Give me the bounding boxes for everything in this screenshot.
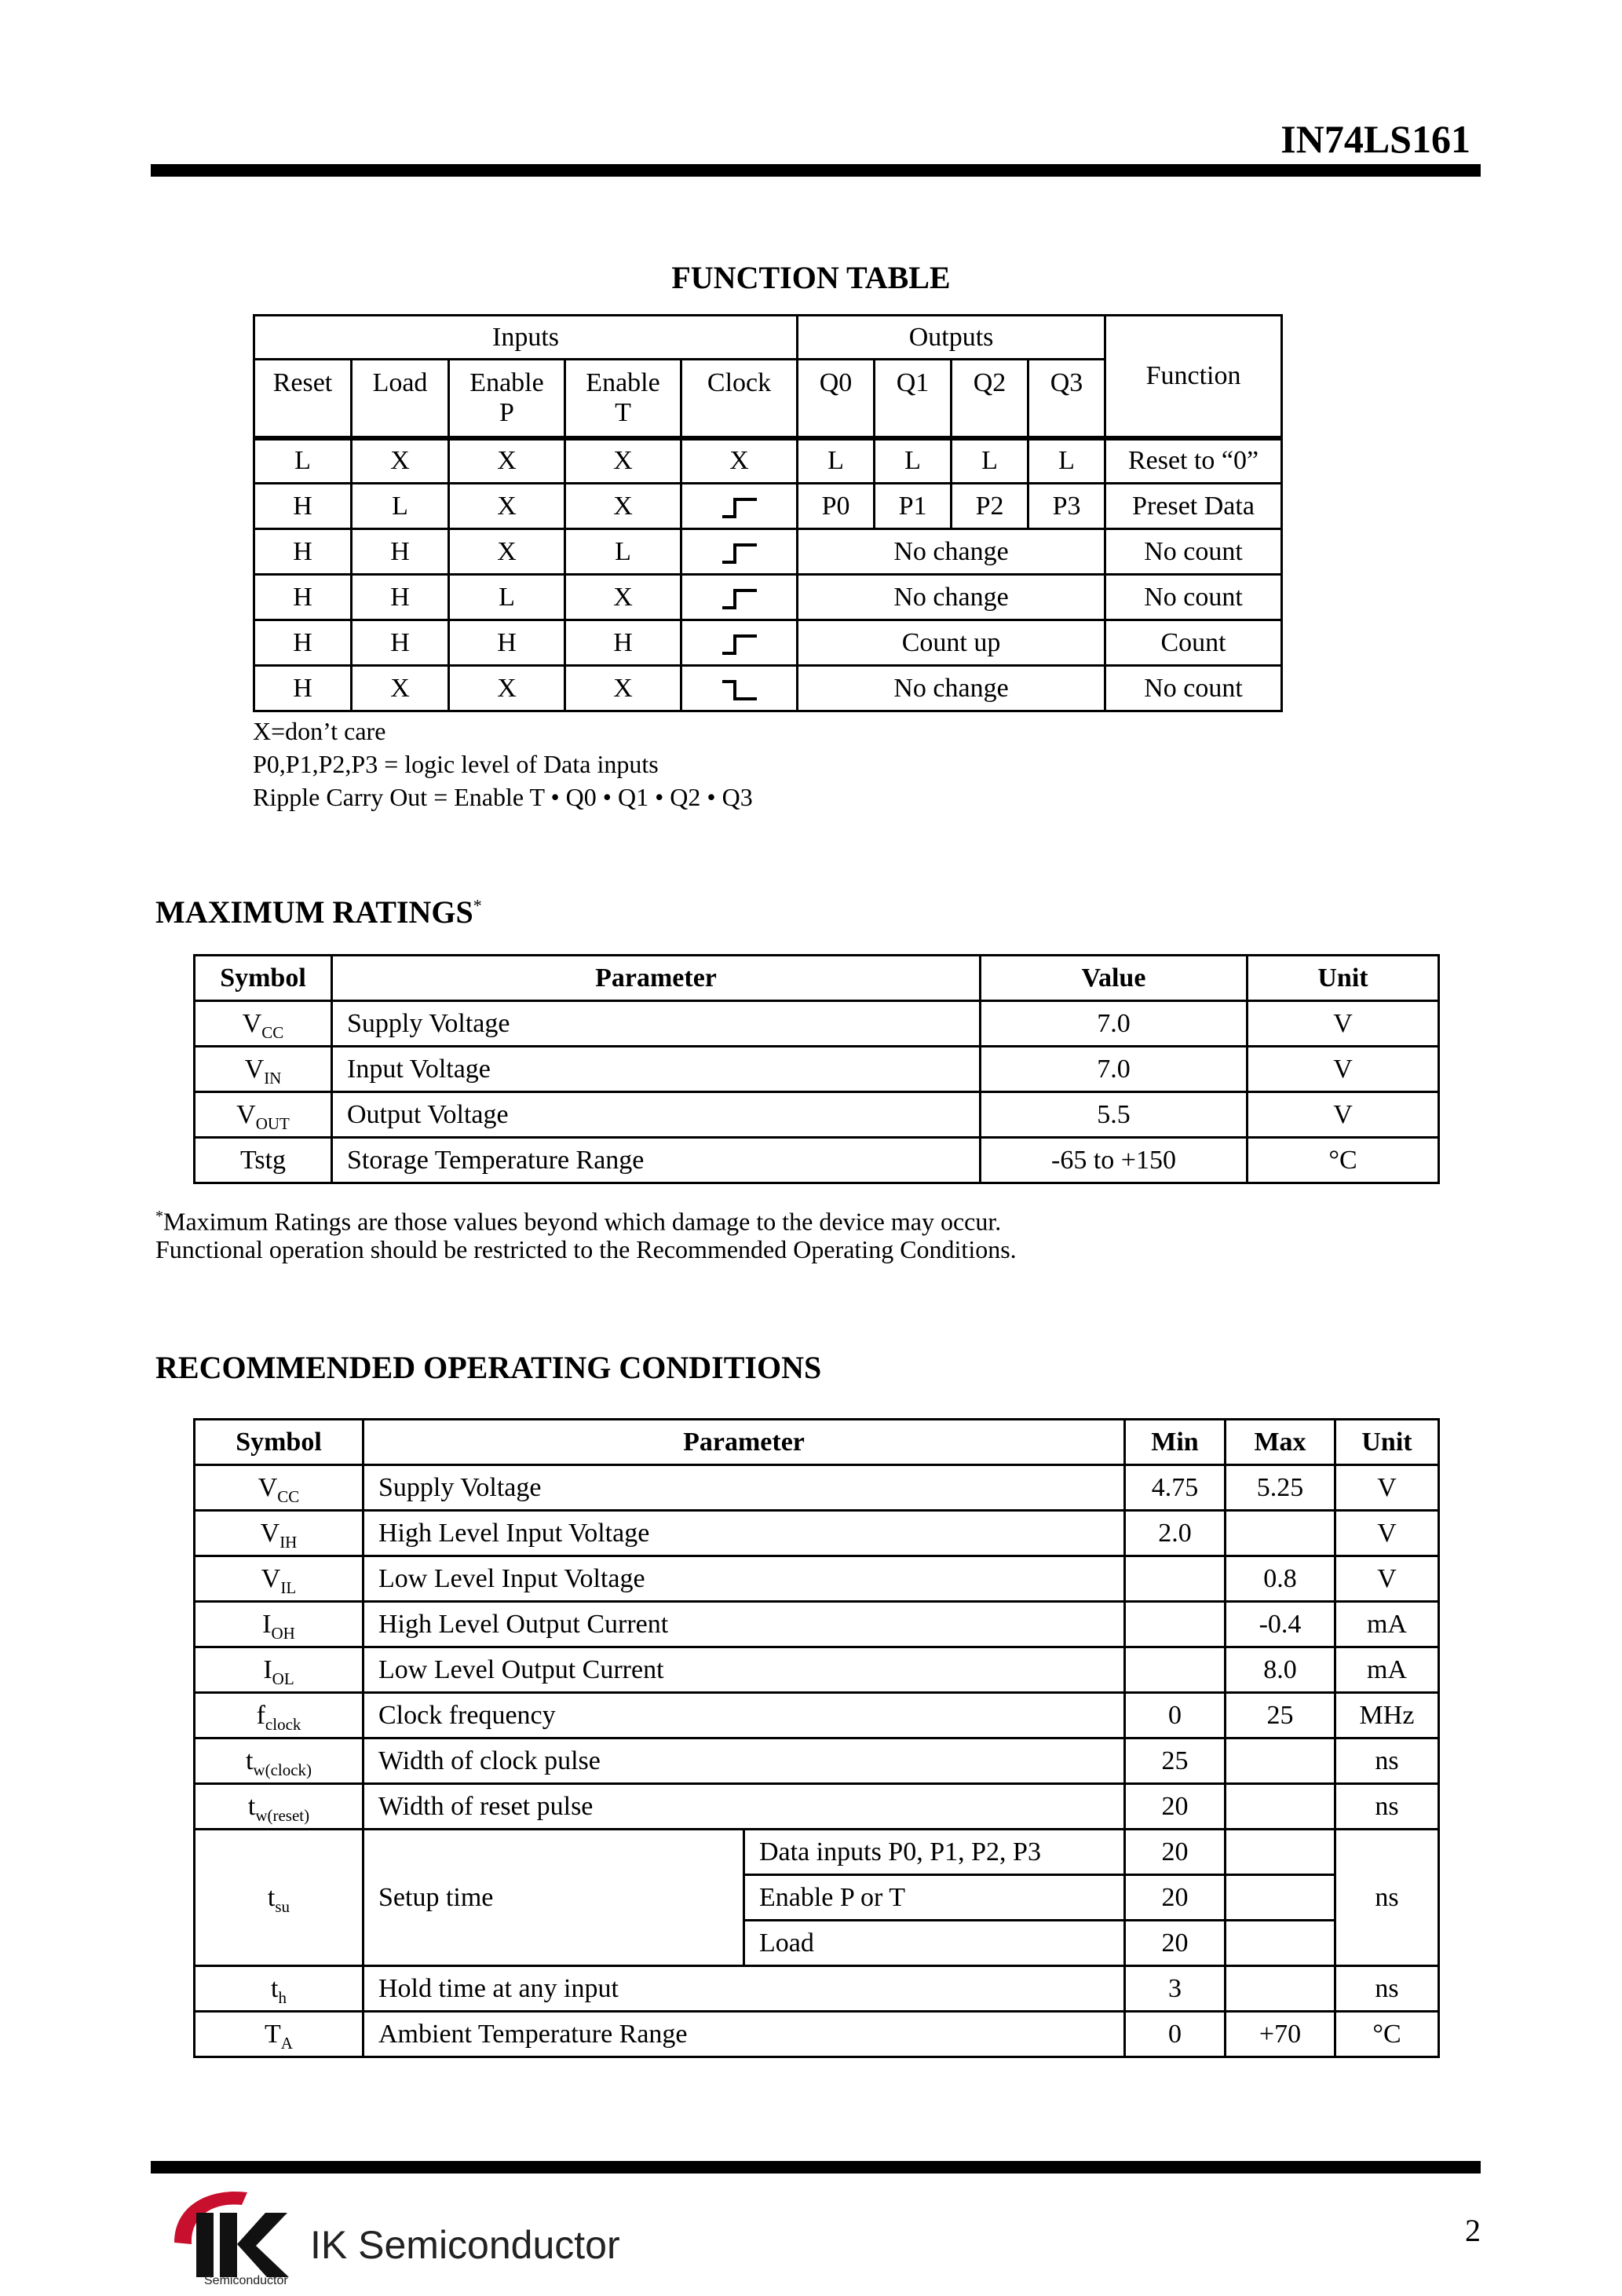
ft-load: H xyxy=(352,529,449,575)
page-number: 2 xyxy=(1465,2213,1481,2248)
rc-header-parameter: Parameter xyxy=(363,1420,1125,1465)
mr-parameter: Output Voltage xyxy=(332,1092,981,1138)
rc-symbol: $t_h$ xyxy=(195,1966,363,2012)
mr-symbol: $V_{IN}$ xyxy=(195,1047,332,1092)
mr-symbol: Tstg xyxy=(195,1138,332,1183)
mr-parameter: Supply Voltage xyxy=(332,1001,981,1047)
mr-header-unit: Unit xyxy=(1248,956,1439,1001)
ft-enable-t: X xyxy=(565,484,681,529)
rc-row xyxy=(195,1647,1439,1693)
rc-symbol: $T_A$ xyxy=(195,2012,363,2057)
ft-outputs: No change xyxy=(798,575,1105,620)
ft-function: Preset Data xyxy=(1105,484,1282,529)
rc-setup-min: 20 xyxy=(1125,1921,1226,1966)
ft-enable-t: H xyxy=(565,620,681,666)
rec-conditions-table xyxy=(193,1418,1440,2058)
rc-min xyxy=(1125,1602,1226,1647)
function-col-header: Function xyxy=(1105,316,1282,438)
rc-max: +70 xyxy=(1226,2012,1335,2057)
mr-unit: V xyxy=(1248,1047,1439,1092)
ft-row xyxy=(254,438,1282,484)
rc-parameter: Width of reset pulse xyxy=(363,1784,1125,1830)
ft-function: No count xyxy=(1105,666,1282,711)
ft-enable-p: X xyxy=(449,529,565,575)
mr-parameter: Storage Temperature Range xyxy=(332,1138,981,1183)
ft-reset: L xyxy=(254,438,352,484)
rc-min: 0 xyxy=(1125,2012,1226,2057)
outputs-group-header: Outputs xyxy=(798,316,1105,360)
ft-clock-rising-edge-icon xyxy=(681,529,798,575)
ft-outputs: No change xyxy=(798,529,1105,575)
mr-header-value: Value xyxy=(981,956,1248,1001)
logo-subtext: Semiconductor xyxy=(204,2274,288,2287)
ft-load: L xyxy=(352,484,449,529)
rc-setup-min: 20 xyxy=(1125,1875,1226,1921)
rc-row xyxy=(195,1738,1439,1784)
mr-unit: V xyxy=(1248,1092,1439,1138)
inputs-group-header: Inputs xyxy=(254,316,798,360)
rc-unit: ns xyxy=(1335,1966,1439,2012)
rc-header-min: Min xyxy=(1125,1420,1226,1465)
ft-reset: H xyxy=(254,575,352,620)
mr-row xyxy=(195,1047,1439,1092)
max-ratings-table xyxy=(193,954,1440,1184)
ft-clock-rising-edge-icon xyxy=(681,620,798,666)
mr-value: 5.5 xyxy=(981,1092,1248,1138)
col-enable-t: Enable T xyxy=(565,360,681,438)
rc-parameter: Width of clock pulse xyxy=(363,1738,1125,1784)
function-table xyxy=(253,314,1283,712)
ft-outputs: Count up xyxy=(798,620,1105,666)
rc-min xyxy=(1125,1647,1226,1693)
mr-parameter: Input Voltage xyxy=(332,1047,981,1092)
rc-unit: ns xyxy=(1335,1738,1439,1784)
ft-function: Reset to “0” xyxy=(1105,438,1282,484)
rc-symbol: $I_{OH}$ xyxy=(195,1602,363,1647)
rc-max: 0.8 xyxy=(1226,1556,1335,1602)
ft-row xyxy=(254,620,1282,666)
mr-row xyxy=(195,1092,1439,1138)
rc-max xyxy=(1226,1966,1335,2012)
rc-unit: °C xyxy=(1335,2012,1439,2057)
rc-row xyxy=(195,1966,1439,2012)
ft-row xyxy=(254,666,1282,711)
rc-row xyxy=(195,1693,1439,1738)
mr-row xyxy=(195,1001,1439,1047)
ft-enable-p: X xyxy=(449,666,565,711)
rc-setup-row xyxy=(195,1830,1439,1875)
ft-clock: X xyxy=(681,438,798,484)
col-load: Load xyxy=(352,360,449,438)
rc-parameter: High Level Input Voltage xyxy=(363,1511,1125,1556)
rc-setup-max xyxy=(1226,1875,1335,1921)
part-number: IN74LS161 xyxy=(1280,117,1470,161)
ft-reset: H xyxy=(254,529,352,575)
rc-max: 25 xyxy=(1226,1693,1335,1738)
ft-load: H xyxy=(352,575,449,620)
ft-note-ripple: Ripple Carry Out = Enable T • Q0 • Q1 • Q2 • Q3 xyxy=(253,783,753,811)
rc-max xyxy=(1226,1784,1335,1830)
mr-value: -65 to +150 xyxy=(981,1138,1248,1183)
rc-row xyxy=(195,1511,1439,1556)
rc-setup-item: Enable P or T xyxy=(744,1875,1125,1921)
rc-max: -0.4 xyxy=(1226,1602,1335,1647)
rc-symbol: $V_{CC}$ xyxy=(195,1465,363,1511)
ft-row xyxy=(254,575,1282,620)
rc-row xyxy=(195,1556,1439,1602)
ft-q3: P3 xyxy=(1028,484,1105,529)
rc-max xyxy=(1226,1738,1335,1784)
rc-setup-item: Data inputs P0, P1, P2, P3 xyxy=(744,1830,1125,1875)
ft-clock-rising-edge-icon xyxy=(681,575,798,620)
col-q3: Q3 xyxy=(1028,360,1105,438)
max-ratings-title: MAXIMUM RATINGS* xyxy=(155,894,482,930)
rc-min: 3 xyxy=(1125,1966,1226,2012)
col-q1: Q1 xyxy=(875,360,952,438)
mr-symbol: $V_{OUT}$ xyxy=(195,1092,332,1138)
rec-conditions-title: RECOMMENDED OPERATING CONDITIONS xyxy=(155,1350,822,1385)
rc-min: 0 xyxy=(1125,1693,1226,1738)
mr-unit: V xyxy=(1248,1001,1439,1047)
rc-symbol: $I_{OL}$ xyxy=(195,1647,363,1693)
ft-note-preset: P0,P1,P2,P3 = logic level of Data inputs xyxy=(253,750,659,778)
rc-unit: V xyxy=(1335,1511,1439,1556)
ft-q0: P0 xyxy=(798,484,875,529)
ft-row xyxy=(254,529,1282,575)
rc-symbol: $V_{IL}$ xyxy=(195,1556,363,1602)
col-q0: Q0 xyxy=(798,360,875,438)
rc-parameter: High Level Output Current xyxy=(363,1602,1125,1647)
rc-unit: MHz xyxy=(1335,1693,1439,1738)
header-rule xyxy=(151,164,1481,177)
ft-q2: L xyxy=(952,438,1028,484)
footer-rule xyxy=(151,2161,1481,2174)
mr-symbol: $V_{CC}$ xyxy=(195,1001,332,1047)
ft-reset: H xyxy=(254,484,352,529)
rc-unit: mA xyxy=(1335,1647,1439,1693)
ft-enable-p: X xyxy=(449,484,565,529)
rc-symbol: $t_{w(clock)}$ xyxy=(195,1738,363,1784)
ft-enable-t: X xyxy=(565,575,681,620)
rc-header-unit: Unit xyxy=(1335,1420,1439,1465)
ft-reset: H xyxy=(254,620,352,666)
rc-symbol: $f_{clock}$ xyxy=(195,1693,363,1738)
mr-value: 7.0 xyxy=(981,1001,1248,1047)
col-clock: Clock xyxy=(681,360,798,438)
rc-parameter: Ambient Temperature Range xyxy=(363,2012,1125,2057)
rc-setup-min: 20 xyxy=(1125,1830,1226,1875)
mr-unit: °C xyxy=(1248,1138,1439,1183)
rc-setup-item: Load xyxy=(744,1921,1125,1966)
mr-header-parameter: Parameter xyxy=(332,956,981,1001)
rc-max: 8.0 xyxy=(1226,1647,1335,1693)
rc-setup-parameter: Setup time xyxy=(363,1830,744,1966)
rc-min: 20 xyxy=(1125,1784,1226,1830)
rc-symbol: $t_{w(reset)}$ xyxy=(195,1784,363,1830)
rc-row xyxy=(195,2012,1439,2057)
col-reset: Reset xyxy=(254,360,352,438)
rc-max: 5.25 xyxy=(1226,1465,1335,1511)
rc-row xyxy=(195,1465,1439,1511)
ft-q2: P2 xyxy=(952,484,1028,529)
rc-header-max: Max xyxy=(1226,1420,1335,1465)
ft-reset: H xyxy=(254,666,352,711)
ft-load: X xyxy=(352,438,449,484)
mr-note-line1: *Maximum Ratings are those values beyond which damage to the device may occur. xyxy=(155,1207,1002,1236)
ft-function: No count xyxy=(1105,529,1282,575)
ft-row xyxy=(254,484,1282,529)
rc-unit: V xyxy=(1335,1556,1439,1602)
ft-q1: P1 xyxy=(875,484,952,529)
ft-outputs: No change xyxy=(798,666,1105,711)
rc-unit: V xyxy=(1335,1465,1439,1511)
ft-q1: L xyxy=(875,438,952,484)
mr-row xyxy=(195,1138,1439,1183)
ft-load: X xyxy=(352,666,449,711)
rc-parameter: Low Level Output Current xyxy=(363,1647,1125,1693)
ft-q0: L xyxy=(798,438,875,484)
mr-value: 7.0 xyxy=(981,1047,1248,1092)
company-name: IK Semiconductor xyxy=(310,2223,620,2267)
rc-unit: ns xyxy=(1335,1784,1439,1830)
rc-parameter: Supply Voltage xyxy=(363,1465,1125,1511)
ft-enable-p: X xyxy=(449,438,565,484)
rc-symbol: $V_{IH}$ xyxy=(195,1511,363,1556)
rc-row xyxy=(195,1784,1439,1830)
rc-setup-max xyxy=(1226,1830,1335,1875)
ft-note-dontcare: X=don’t care xyxy=(253,717,386,745)
rc-header-symbol: Symbol xyxy=(195,1420,363,1465)
ft-enable-p: H xyxy=(449,620,565,666)
ft-clock-falling-edge-icon xyxy=(681,666,798,711)
rc-setup-symbol: $t_{su}$ xyxy=(195,1830,363,1966)
ft-enable-p: L xyxy=(449,575,565,620)
rc-parameter: Hold time at any input xyxy=(363,1966,1125,2012)
rc-min: 25 xyxy=(1125,1738,1226,1784)
col-enable-p: Enable P xyxy=(449,360,565,438)
ft-enable-t: X xyxy=(565,666,681,711)
function-table-title: FUNCTION TABLE xyxy=(671,260,951,295)
mr-header-symbol: Symbol xyxy=(195,956,332,1001)
ft-clock-rising-edge-icon xyxy=(681,484,798,529)
rc-parameter: Low Level Input Voltage xyxy=(363,1556,1125,1602)
rc-setup-max xyxy=(1226,1921,1335,1966)
rc-row xyxy=(195,1602,1439,1647)
ft-function: No count xyxy=(1105,575,1282,620)
rc-min: 2.0 xyxy=(1125,1511,1226,1556)
col-q2: Q2 xyxy=(952,360,1028,438)
rc-min xyxy=(1125,1556,1226,1602)
ft-q3: L xyxy=(1028,438,1105,484)
rc-min: 4.75 xyxy=(1125,1465,1226,1511)
ft-enable-t: X xyxy=(565,438,681,484)
rc-setup-unit: ns xyxy=(1335,1830,1439,1966)
ft-enable-t: L xyxy=(565,529,681,575)
ft-function: Count xyxy=(1105,620,1282,666)
rc-max xyxy=(1226,1511,1335,1556)
mr-note-line2: Functional operation should be restricted to the Recommended Operating Conditions. xyxy=(155,1235,1017,1263)
rc-parameter: Clock frequency xyxy=(363,1693,1125,1738)
ft-load: H xyxy=(352,620,449,666)
rc-unit: mA xyxy=(1335,1602,1439,1647)
